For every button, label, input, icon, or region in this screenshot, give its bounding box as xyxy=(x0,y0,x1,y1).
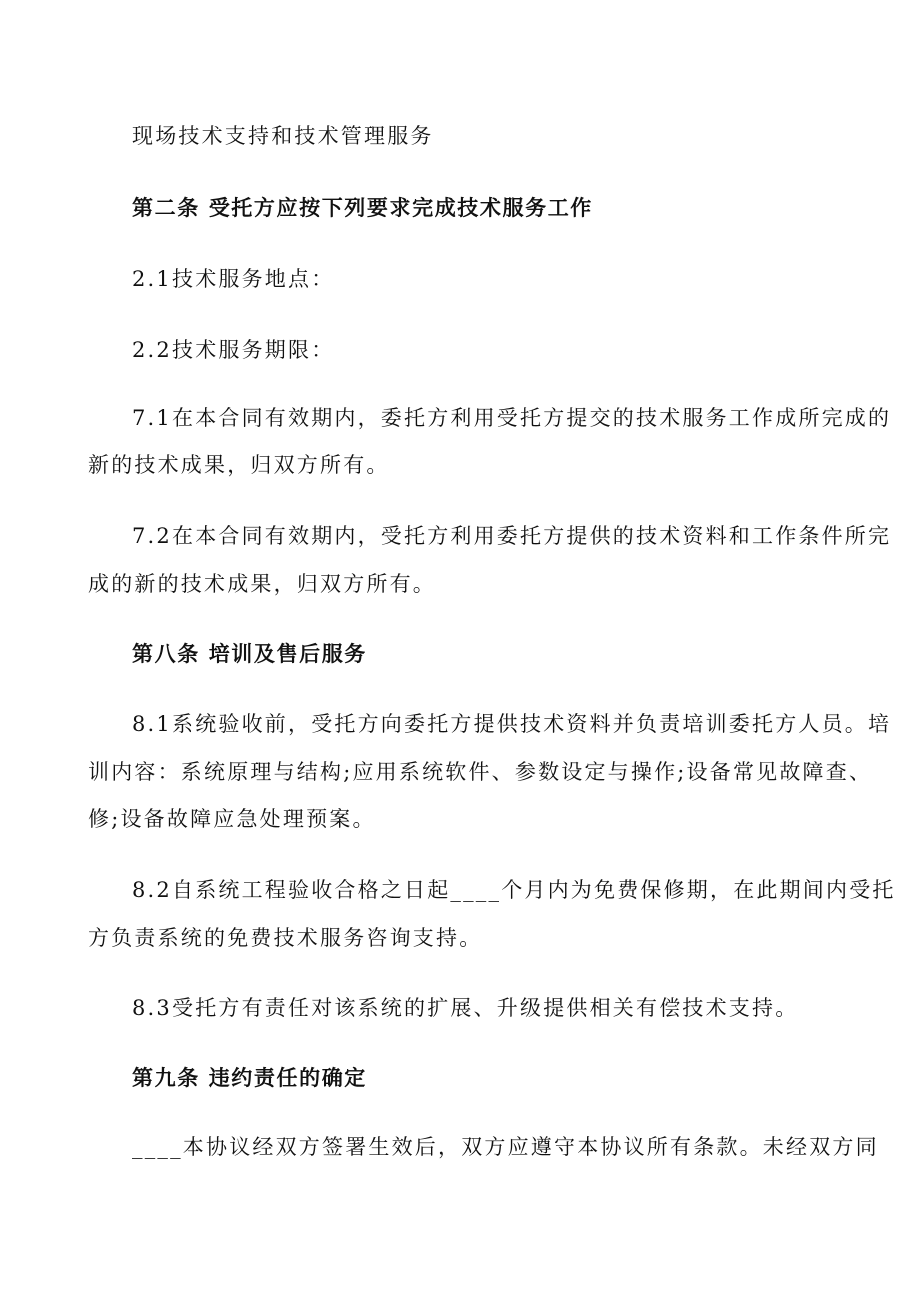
clause-7-1-continuation: 新的技术成果，归双方所有。 xyxy=(88,453,390,477)
clause-8-1: 8.1系统验收前，受托方向委托方提供技术资料并负责培训委托方人员。培 xyxy=(132,712,892,736)
clause-8-2: 8.2自系统工程验收合格之日起____个月内为免费保修期，在此期间内受托 xyxy=(132,878,896,902)
clause-2-1: 2.1技术服务地点： xyxy=(132,267,335,291)
clause-7-2-continuation: 成的新的技术成果，归双方所有。 xyxy=(88,572,436,596)
clause-7-1: 7.1在本合同有效期内，委托方利用受托方提交的技术服务工作成所完成的 xyxy=(132,406,892,430)
clause-8-2-continuation: 方负责系统的免费技术服务咨询支持。 xyxy=(88,926,483,950)
article-9-paragraph: ____本协议经双方签署生效后，双方应遵守本协议所有条款。未经双方同 xyxy=(132,1135,879,1159)
clause-7-2: 7.2在本合同有效期内，受托方利用委托方提供的技术资料和工作条件所完 xyxy=(132,524,892,548)
section-heading-article-9: 第九条 违约责任的确定 xyxy=(132,1066,367,1090)
section-heading-article-8: 第八条 培训及售后服务 xyxy=(132,642,367,666)
paragraph-line: 现场技术支持和技术管理服务 xyxy=(132,124,434,148)
clause-8-1-continuation: 训内容：系统原理与结构;应用系统软件、参数设定与操作;设备常见故障查、 xyxy=(88,760,873,784)
clause-2-2: 2.2技术服务期限： xyxy=(132,338,335,362)
section-heading-article-2: 第二条 受托方应按下列要求完成技术服务工作 xyxy=(132,196,593,220)
clause-8-1-continuation-2: 修;设备故障应急处理预案。 xyxy=(88,807,376,831)
clause-8-3: 8.3受托方有责任对该系统的扩展、升级提供相关有偿技术支持。 xyxy=(132,996,799,1020)
